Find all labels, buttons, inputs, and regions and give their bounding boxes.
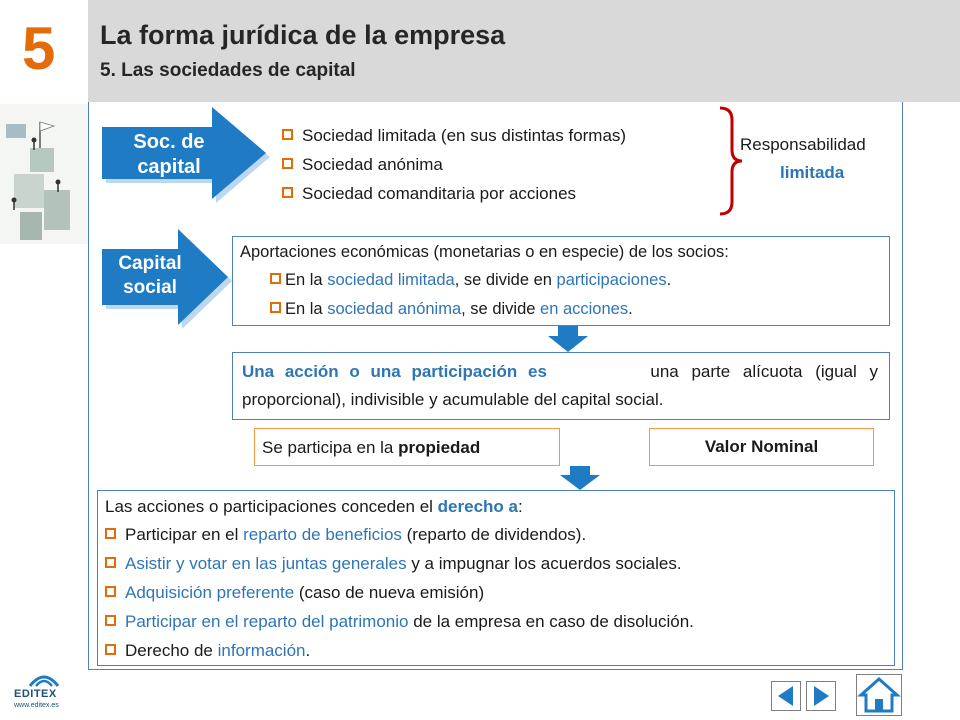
checkbox-bullet-icon [270, 273, 281, 284]
propiedad-text: Se participa en la propiedad [262, 438, 481, 457]
previous-arrow-icon [772, 682, 800, 710]
capital-social-label-1: Capital [118, 253, 182, 274]
list-item: En la sociedad anónima, se divide en acciones. [270, 300, 633, 319]
valor-nominal-label: Valor Nominal [704, 437, 819, 456]
list-item: Derecho de información. [105, 641, 310, 661]
derechos-intro: Las acciones o participaciones conceden el derecho a: [105, 497, 523, 516]
list-item: Asistir y votar en las juntas generales y a impugnar los acuerdos sociales. [105, 554, 682, 574]
list-item: Sociedad anónima [282, 155, 443, 175]
responsabilidad-value: limitada [780, 163, 845, 182]
page-title: La forma jurídica de la empresa [100, 20, 506, 50]
right-brace-icon [716, 104, 746, 218]
list-item: Participar en el reparto del patrimonio de la empresa en caso de disolución. [105, 612, 694, 632]
editex-url: www.editex.es [14, 702, 59, 709]
home-button[interactable] [856, 674, 902, 716]
capital-social-intro: Aportaciones económicas (monetarias o en especie) de los socios: [240, 243, 729, 261]
next-button[interactable] [806, 681, 836, 711]
down-arrow-icon [560, 466, 600, 490]
definition-line-2: proporcional), indivisible y acumulable del capital social. [242, 390, 664, 409]
checkbox-bullet-icon [105, 615, 116, 626]
chapter-number: 5 [22, 15, 56, 82]
list-item: Sociedad limitada (en sus distintas formas) [282, 126, 626, 146]
checkbox-bullet-icon [282, 158, 293, 169]
editex-logo-icon [24, 668, 64, 688]
page-subtitle: 5. Las sociedades de capital [100, 60, 356, 81]
previous-button[interactable] [771, 681, 801, 711]
checkbox-bullet-icon [105, 528, 116, 539]
soc-capital-label-2: capital [137, 156, 201, 178]
capital-social-label-2: social [123, 276, 177, 298]
list-item: Sociedad comanditaria por acciones [282, 184, 576, 204]
checkbox-bullet-icon [105, 586, 116, 597]
checkbox-bullet-icon [105, 557, 116, 568]
down-arrow-icon [548, 326, 588, 352]
checkbox-bullet-icon [105, 644, 116, 655]
editex-brand: EDITEX [14, 688, 57, 700]
list-item: Adquisición preferente (caso de nueva emisión) [105, 583, 484, 603]
list-item: En la sociedad limitada, se divide en participaciones. [270, 271, 671, 290]
soc-capital-label-1: Soc. de [133, 131, 205, 153]
responsabilidad-label: Responsabilidad [740, 135, 866, 154]
home-icon [857, 675, 901, 715]
side-illustration [0, 104, 88, 244]
checkbox-bullet-icon [270, 302, 281, 313]
checkbox-bullet-icon [282, 187, 293, 198]
list-item: Participar en el reparto de beneficios (reparto de dividendos). [105, 525, 586, 545]
header-bar [88, 0, 960, 102]
checkbox-bullet-icon [282, 129, 293, 140]
definition-line-1: Una acción o una participación es una parte alícuota (igual y [242, 362, 878, 381]
next-arrow-icon [807, 682, 835, 710]
